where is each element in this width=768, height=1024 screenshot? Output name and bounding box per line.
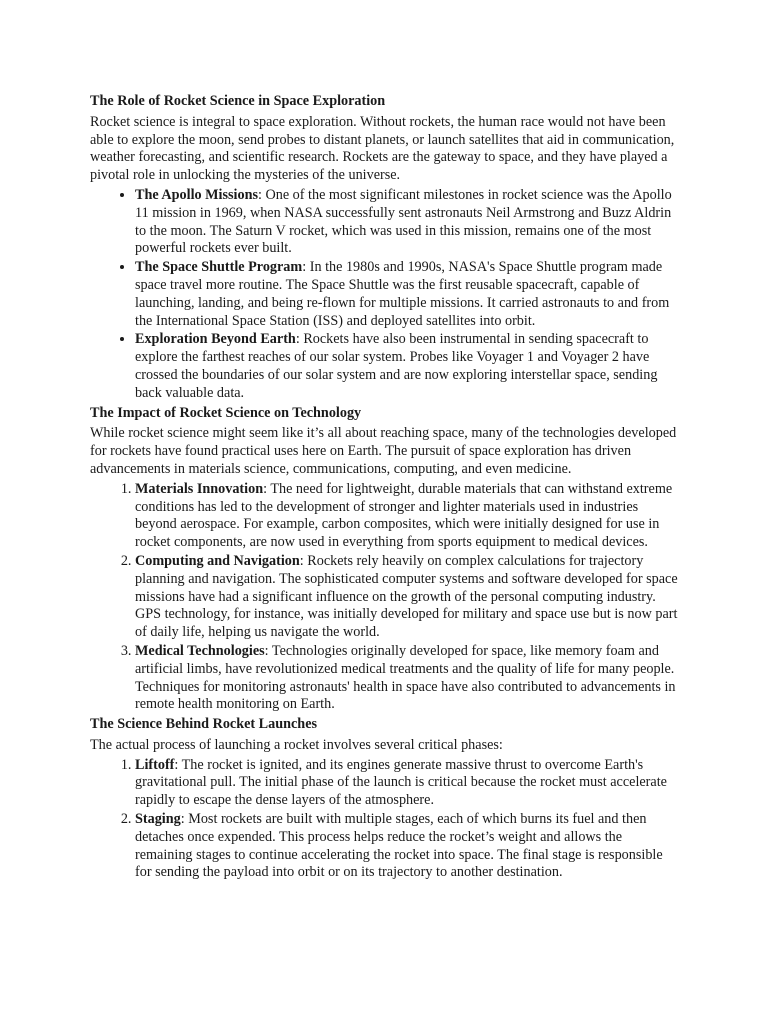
list-item [135, 187, 680, 258]
list-item-term: Medical Technologies [135, 642, 265, 659]
section-intro-launches: The actual process of launching a rocket involves several critical phases: [90, 736, 503, 753]
list-item-text: : The rocket is ignited, and its engines generate massive thrust to overcome Earth's gravitational pull. The initial phase of the launch is critical because the rocket must accelerate rapidly to escape the dense layers of the atmosphere. [135, 756, 667, 809]
list-item [135, 553, 680, 642]
numbered-list-impact [90, 481, 680, 714]
list-item-text: : One of the most significant milestones in rocket science was the Apollo 11 mission in 1969, when NASA successfully sent astronauts Neil Armstrong and Buzz Aldrin to the moon. The Saturn V rocket, which was used in this mission, remains one of the most powerful rockets ever built. [135, 186, 672, 257]
list-item [135, 259, 680, 330]
section-heading-impact: The Impact of Rocket Science on Technology [90, 404, 362, 421]
list-item-term: Computing and Navigation [135, 552, 300, 569]
section-heading-role: The Role of Rocket Science in Space Exploration [90, 93, 386, 109]
list-item [135, 811, 680, 882]
list-item-text: : Rockets have also been instrumental in sending spacecraft to explore the farthest reaches of our solar system. Probes like Voyager 1 and Voyager 2 have crossed the boundaries of our solar system and are now exploring interstellar space, sending back valuable data. [135, 331, 658, 401]
document-page [90, 93, 680, 884]
list-item [135, 643, 680, 714]
list-item-text: : In the 1980s and 1990s, NASA's Space Shuttle program made space travel more routine. The Space Shuttle was the first reusable spacecraft, capable of launching, landing, and being re-flown for multiple missions. It carried astronauts to and from the International Space Station (ISS) and deployed satellites into orbit. [135, 259, 670, 329]
list-item [135, 757, 680, 810]
list-item-text: : The need for lightweight, durable materials that can withstand extreme conditions has led to the development of stronger and lighter materials used in industries beyond aerospace. For example, carbon composites, which were initially designed for use in rocket components, are now used in everything from sports equipment to medical devices. [135, 480, 673, 551]
section-intro-impact: While rocket science might seem like it’s all about reaching space, many of the technologies developed for rockets have found practical uses here on Earth. The pursuit of space exploration has driven advancements in materials science, communications, computing, and even medicine. [90, 425, 677, 477]
bullet-list-role [90, 187, 680, 403]
numbered-list-launches [90, 757, 680, 883]
list-item-text: : Rockets rely heavily on complex calculations for trajectory planning and navigation. The sophisticated computer systems and software developed for space missions have had a significant influence on the growth of the personal computing industry. GPS technology, for instance, was initially developed for military and space use but is now part of daily life, helping us navigate the world. [135, 552, 678, 641]
list-item [135, 331, 680, 402]
list-item-term: The Apollo Missions [135, 186, 258, 203]
list-item-text: : Technologies originally developed for space, like memory foam and artificial limbs, have revolutionized medical treatments and the quality of life for many people. Techniques for monitoring astronauts' health in space have also contributed to advancements in remote health monitoring on Earth. [135, 642, 676, 713]
list-item-term: Staging [135, 811, 181, 828]
list-item [135, 481, 680, 552]
section-intro-role: Rocket science is integral to space exploration. Without rockets, the human race would not have been able to explore the moon, send probes to distant planets, or launch satellites that aid in communication, weather forecasting, and scientific research. Rockets are the gateway to space, and they have played a pivotal role in unlocking the mysteries of the universe. [90, 113, 675, 184]
list-item-term: Exploration Beyond Earth [135, 331, 296, 348]
section-heading-launches: The Science Behind Rocket Launches [90, 716, 318, 733]
list-item-term: Materials Innovation [135, 480, 264, 497]
list-item-term: The Space Shuttle Program [135, 259, 303, 276]
list-item-term: Liftoff [135, 756, 175, 773]
list-item-text: : Most rockets are built with multiple stages, each of which burns its fuel and then detaches once expended. This process helps reduce the rocket’s weight and allows the remaining stages to continue accelerating the rocket into space. The final stage is responsible for sending the payload into orbit or on its trajectory to another destination. [135, 811, 663, 881]
